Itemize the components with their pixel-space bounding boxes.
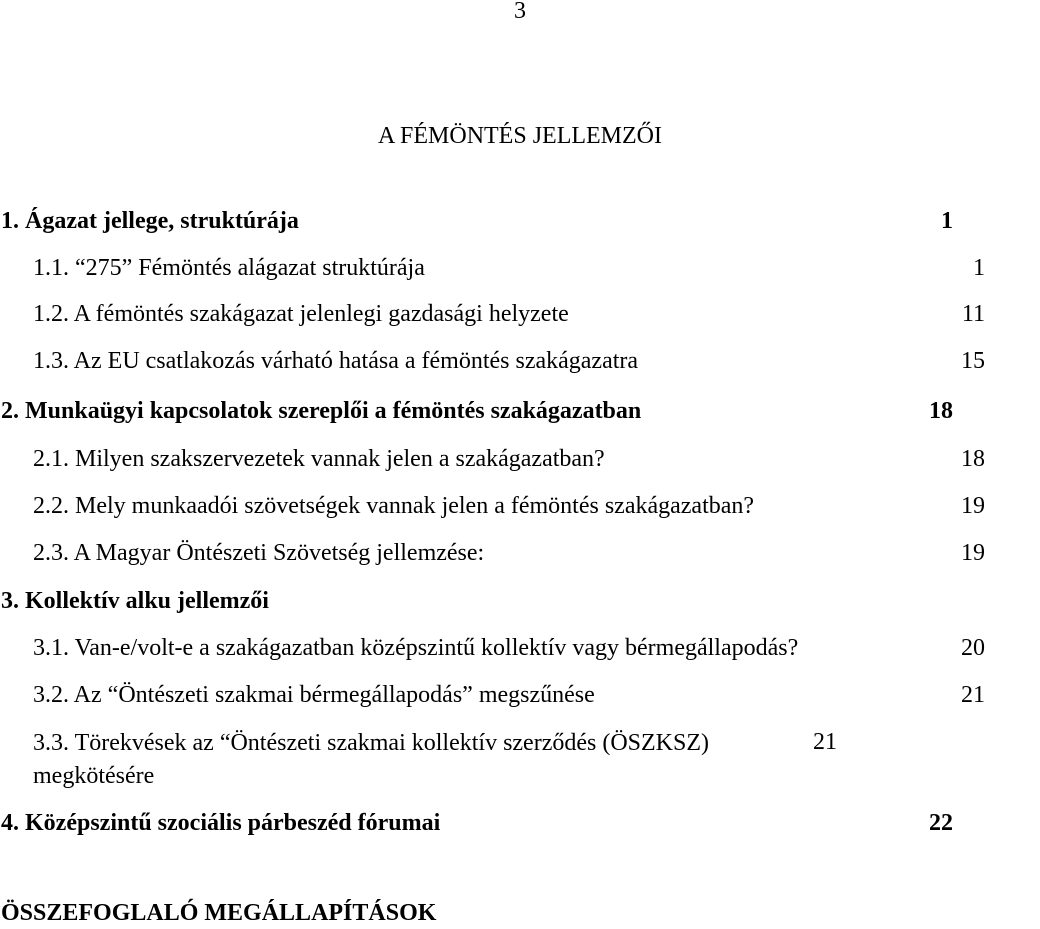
toc-entry-page: 15 [961,348,985,374]
toc-entry-1 [0,206,953,236]
toc-entry-text: 2.2. Mely munkaadói szövetségek vannak jelen a fémöntés szakágazatban? [33,493,755,519]
toc-entry-page: 21 [813,729,837,755]
toc-entry-text: 3.3. Törekvések az “Öntészeti szakmai kollektív szerződés (ÖSZKSZ) megkötésére [33,730,710,789]
toc-entry-text: 2.1. Milyen szakszervezetek vannak jelen a szakágazatban? [33,446,605,472]
toc-entry-page: 20 [961,635,985,661]
toc-entry-page: 18 [961,446,985,472]
toc-entry-2-2 [0,491,985,521]
toc-entry-text: 1. Ágazat jellege, struktúrája [1,208,299,234]
toc-entry-2-3 [0,538,985,568]
toc-entry-page: 11 [961,301,985,327]
toc-entry-page: 19 [961,540,985,566]
toc-entry-page: 22 [929,810,953,836]
toc-entry-page: 21 [961,682,985,708]
summary-heading: ÖSSZEFOGLALÓ MEGÁLLAPÍTÁSOK [1,900,437,926]
toc-entry-text: 2.3. A Magyar Öntészeti Szövetség jellemzése: [33,540,485,566]
toc-entry-text: 3.1. Van-e/volt-e a szakágazatban középszintű kollektív vagy bérmegállapodás? [33,635,799,661]
toc-entry-page: 1 [941,208,953,234]
toc-entry-page: 19 [961,493,985,519]
toc-entry-page: 1 [973,255,985,281]
toc-entry-text: 4. Középszintű szociális párbeszéd fórumai [1,810,441,836]
toc-entry-2-1 [0,444,985,474]
page-number: 3 [514,0,526,24]
toc-entry-3-2 [0,680,985,710]
toc-entry-text: 1.2. A fémöntés szakágazat jelenlegi gazdasági helyzete [33,301,569,327]
toc-entry-3 [0,586,953,616]
toc-entry-1-1 [0,253,985,283]
toc-entry-text: 1.1. “275” Fémöntés alágazat struktúrája [33,255,425,281]
toc-entry-text: 3.2. Az “Öntészeti szakmai bérmegállapodás” megszűnése [33,682,595,708]
toc-entry-2 [0,396,953,426]
toc-entry-text: 2. Munkaügyi kapcsolatok szereplői a fémöntés szakágazatban [1,398,642,424]
toc-entry-1-3 [0,346,985,376]
toc-entry-3-1 [0,633,985,663]
toc-entry-text: 1.3. Az EU csatlakozás várható hatása a fémöntés szakágazatra [33,348,639,374]
toc-entry-4 [0,808,953,838]
toc-entry-text: 3. Kollektív alku jellemzői [1,588,269,614]
document-title: A FÉMÖNTÉS JELLEMZŐI [378,123,662,149]
toc-entry-page: 18 [929,398,953,424]
toc-entry-3-3 [0,727,985,793]
toc-entry-1-2 [0,299,985,329]
